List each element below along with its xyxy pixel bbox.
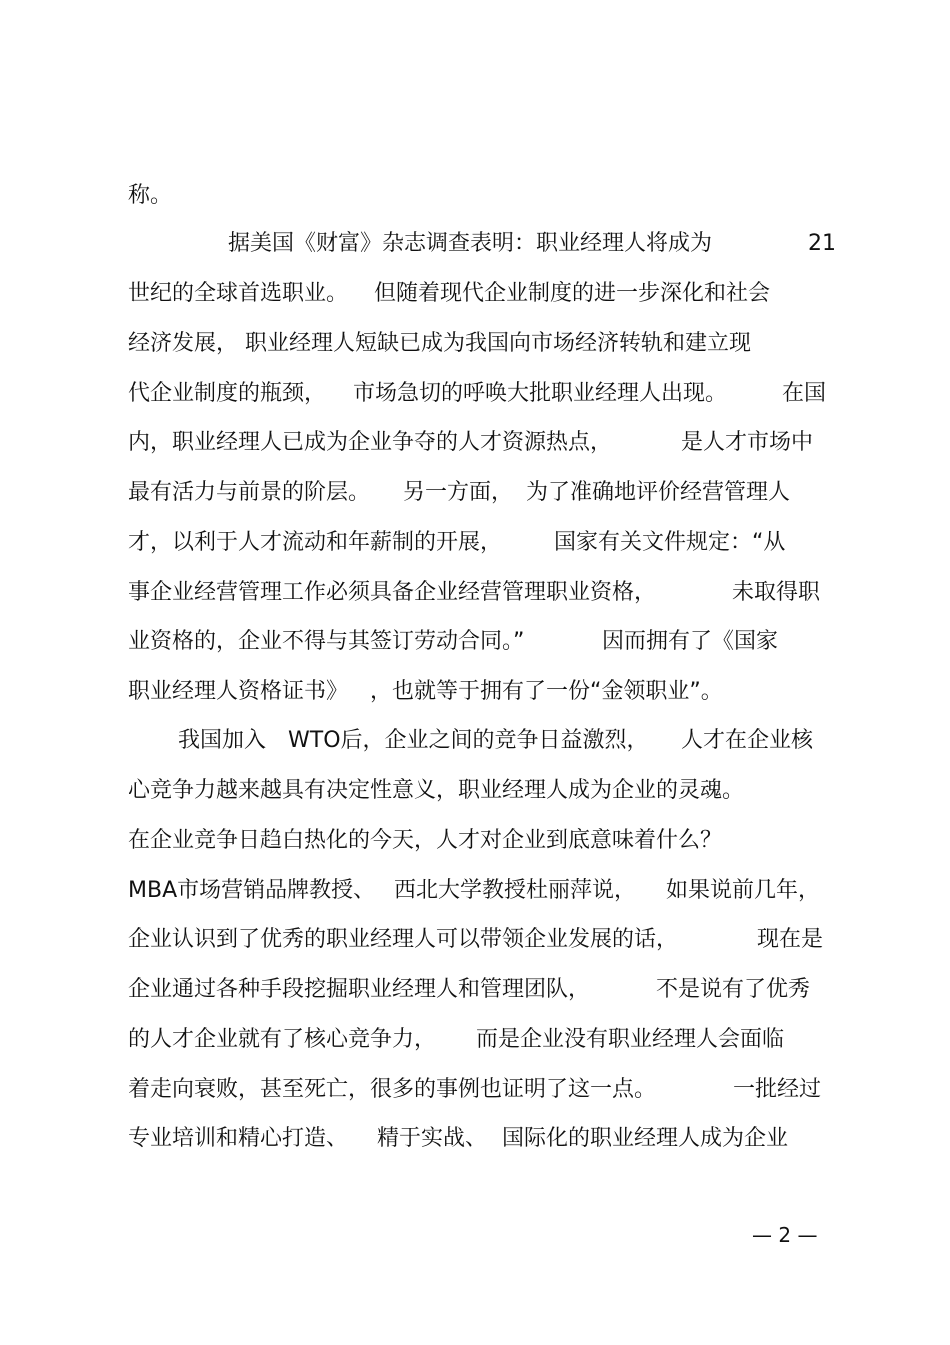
text-segment: 因而拥有了《国家 [602,629,779,654]
text-line [0,326,950,362]
text-line [0,873,950,909]
text-segment: 心竞争力越来越具有决定性意义，职业经理人成为企业的灵魂。 [128,778,745,803]
text-segment: 事企业经营管理工作必须具备企业经营管理职业资格， [128,580,657,605]
text-line [0,178,950,214]
text-segment: 是人才市场中 [681,430,814,455]
text-segment: 在企业竞争日趋白热化的今天，人才对企业到底意味着什么？ [128,828,723,853]
text-segment: 企业通过各种手段挖掘职业经理人和管理团队， [128,977,591,1002]
text-segment: 21 [808,231,836,256]
text-segment: 现在是 [757,927,824,952]
text-segment: 企业认识到了优秀的职业经理人可以带领企业发展的话， [128,927,679,952]
text-segment: 才，以利于人才流动和年薪制的开展， [128,530,503,555]
text-line [0,922,950,958]
text-line [0,1121,950,1157]
text-segment: 职业经理人短缺已成为我国向市场经济转轨和建立现 [245,331,752,356]
text-line [0,226,950,262]
text-segment: 但随着现代企业制度的进一步深化和社会 [374,281,771,306]
text-line [0,575,950,611]
text-line [0,972,950,1008]
text-segment: 精于实战、 [377,1126,488,1151]
text-segment: 着走向衰败，甚至死亡，很多的事例也证明了这一点。 [128,1077,657,1102]
page-number: — 2 — [752,1223,818,1247]
text-segment: 人才在企业核 [681,728,814,753]
text-line [0,773,950,809]
text-segment: 业资格的，企业不得与其签订劳动合同。” [128,629,525,654]
text-line [0,425,950,461]
text-segment: 不是说有了优秀 [656,977,811,1002]
text-segment: 市场急切的呼唤大批职业经理人出现。 [353,381,728,406]
text-segment: 如果说前几年， [666,878,821,903]
text-line [0,376,950,412]
text-line [0,525,950,561]
text-line [0,674,950,710]
text-segment: 代企业制度的瓶颈， [128,381,327,406]
text-segment: 另一方面， [403,480,514,505]
text-segment: MBA市场营销品牌教授、 [128,878,376,903]
text-segment: 为了准确地评价经营管理人 [526,480,791,505]
text-line [0,276,950,312]
text-segment: 西北大学教授杜丽萍说， [394,878,637,903]
text-segment: 职业经理人资格证书》 [128,679,349,704]
text-line [0,624,950,660]
text-segment: 称。 [128,183,173,208]
text-line [0,1022,950,1058]
text-segment: 的人才企业就有了核心竞争力， [128,1027,437,1052]
text-line [0,475,950,511]
text-segment: 一批经过 [733,1077,822,1102]
text-segment: 专业培训和精心打造、 [128,1126,349,1151]
text-segment: WTO后，企业之间的竞争日益激烈， [288,728,649,753]
text-segment: 国际化的职业经理人成为企业 [502,1126,789,1151]
text-segment: 据美国《财富》杂志调查表明：职业经理人将成为 [228,231,713,256]
text-line [0,723,950,759]
text-line [0,1072,950,1108]
text-segment: 而是企业没有职业经理人会面临 [476,1027,785,1052]
text-segment: 我国加入 [178,728,267,753]
text-segment: 最有活力与前景的阶层。 [128,480,371,505]
text-line [0,823,950,859]
text-segment: 国家有关文件规定：“从 [554,530,786,555]
text-segment: 世纪的全球首选职业。 [128,281,349,306]
text-segment: 内，职业经理人已成为企业争夺的人才资源热点， [128,430,613,455]
text-segment: 在国 [782,381,827,406]
text-segment: 未取得职 [732,580,821,605]
text-segment: 经济发展， [128,331,239,356]
text-segment: ，也就等于拥有了一份“金领职业”。 [370,679,723,704]
